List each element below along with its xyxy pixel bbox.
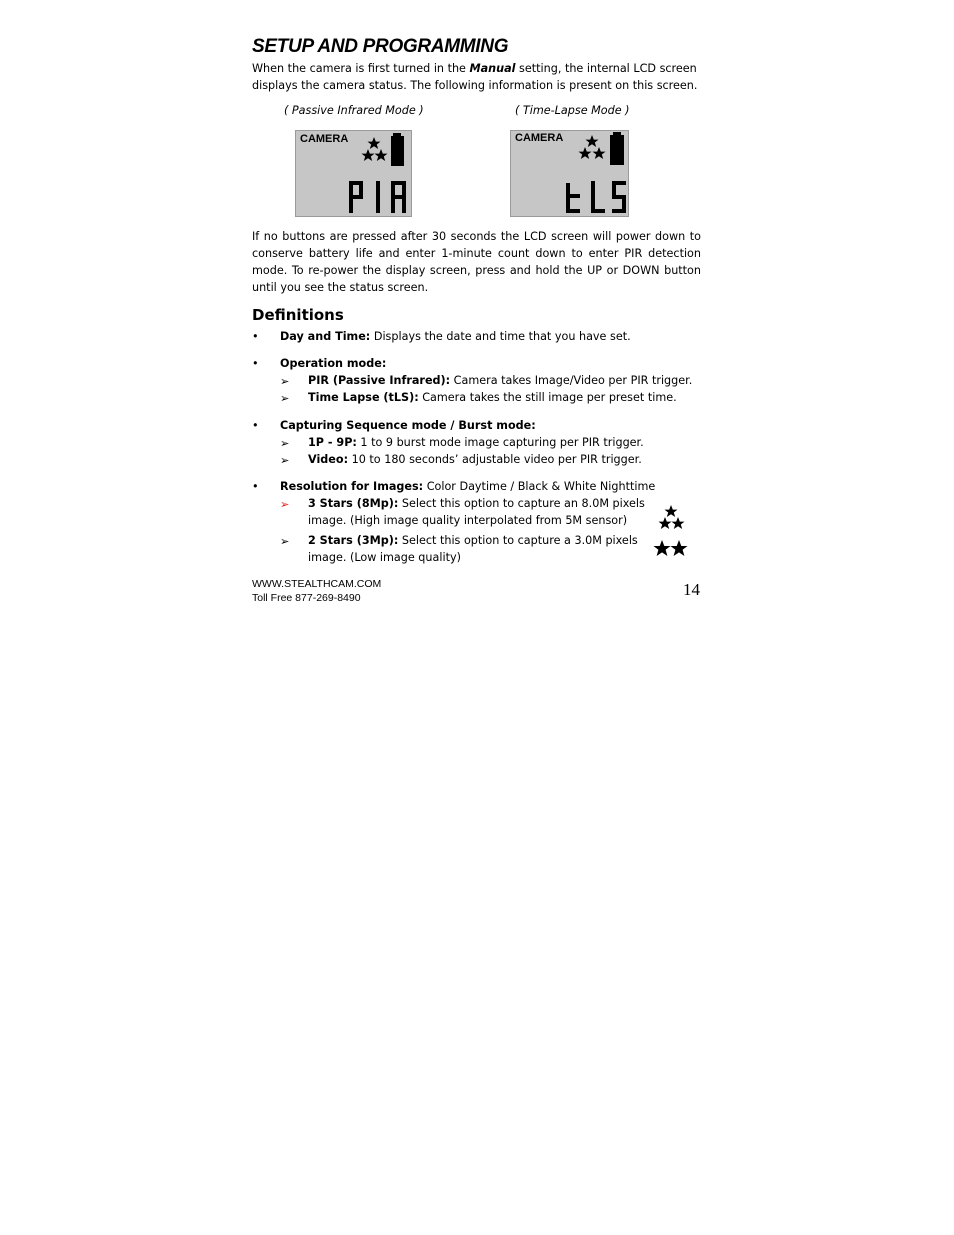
intro-text-after: setting, the internal LCD screen displays the camera status. The following information is present on this screen. bbox=[252, 62, 698, 92]
lcd-segment-pir bbox=[349, 181, 406, 213]
subitem-term: Video: bbox=[308, 453, 349, 466]
subitem-term: 2 Stars (3Mp): bbox=[308, 534, 399, 547]
subitem-term: Time Lapse (tLS): bbox=[308, 391, 419, 404]
caption-pir-mode: ( Passive Infrared Mode ) bbox=[284, 104, 424, 117]
subitem-text: Camera takes the still image per preset time. bbox=[418, 391, 677, 404]
definition-term: Day and Time: bbox=[280, 330, 371, 343]
lcd-screen-tls bbox=[510, 130, 629, 217]
arrow-bullet-icon: ➢ bbox=[280, 392, 290, 405]
three-stars-icon bbox=[362, 137, 388, 161]
two-stars-icon bbox=[652, 539, 690, 559]
bullet-glyph: • bbox=[252, 480, 259, 493]
arrow-bullet-icon: ➢ bbox=[280, 437, 290, 450]
page-number: 14 bbox=[683, 580, 700, 599]
three-stars-icon bbox=[656, 503, 692, 531]
subitem-term: PIR (Passive Infrared): bbox=[308, 374, 451, 387]
subitem-text: 10 to 180 seconds’ adjustable video per PIR trigger. bbox=[348, 453, 642, 466]
battery-icon bbox=[391, 133, 404, 166]
intro-paragraph bbox=[252, 60, 704, 94]
subitem-term: 1P - 9P: bbox=[308, 436, 357, 449]
power-note-paragraph: If no buttons are pressed after 30 seconds the LCD screen will power down to conserve battery life and enter 1-minute count down to enter PIR detection mode. To re-power the display screen, press and hold the UP or DOWN button until you see the status screen. bbox=[252, 230, 701, 294]
arrow-bullet-icon: ➢ bbox=[280, 535, 290, 548]
arrow-bullet-icon: ➢ bbox=[280, 375, 290, 388]
arrow-bullet-icon-red: ➢ bbox=[280, 498, 290, 511]
definition-term: Capturing Sequence mode / Burst mode: bbox=[280, 419, 536, 432]
subitem-text: Select this option to capture a 3.0M pixels image. (Low image quality) bbox=[308, 534, 638, 564]
definition-text: Displays the date and time that you have set. bbox=[370, 330, 631, 343]
subitem-text: Camera takes Image/Video per PIR trigger. bbox=[450, 374, 693, 387]
arrow-bullet-icon: ➢ bbox=[280, 454, 290, 467]
subitem-term: 3 Stars (8Mp): bbox=[308, 497, 399, 510]
subitem-text: 1 to 9 burst mode image capturing per PIR trigger. bbox=[356, 436, 644, 449]
page-title: SETUP AND PROGRAMMING bbox=[252, 36, 509, 57]
definitions-heading: Definitions bbox=[252, 306, 344, 324]
battery-icon bbox=[610, 132, 624, 165]
footer-phone: Toll Free 877-269-8490 bbox=[252, 591, 361, 604]
lcd-tls-label: CAMERA bbox=[515, 132, 564, 144]
footer-website: WWW.STEALTHCAM.COM bbox=[252, 578, 382, 590]
definition-term: Operation mode: bbox=[280, 357, 387, 370]
bullet-glyph: • bbox=[252, 419, 259, 432]
lcd-tls-graphics bbox=[511, 131, 630, 218]
definition-text: Color Daytime / Black & White Nighttime bbox=[423, 480, 656, 493]
intro-emphasis: Manual bbox=[469, 62, 516, 75]
bullet-glyph: • bbox=[252, 330, 259, 343]
definition-term: Resolution for Images: bbox=[280, 480, 424, 493]
three-stars-icon bbox=[579, 135, 606, 159]
bullet-glyph: • bbox=[252, 357, 259, 370]
lcd-pir-label: CAMERA bbox=[300, 133, 349, 145]
subitem-text: Select this option to capture an 8.0M pixels image. (High image quality interpolated from 5M sensor) bbox=[308, 497, 645, 527]
lcd-captions bbox=[252, 104, 704, 122]
intro-text-before: When the camera is first turned in the bbox=[252, 62, 470, 75]
lcd-screen-pir bbox=[295, 130, 412, 217]
footer bbox=[252, 578, 381, 605]
lcd-segment-tls bbox=[566, 181, 626, 213]
caption-tls-mode: ( Time-Lapse Mode ) bbox=[515, 104, 630, 117]
